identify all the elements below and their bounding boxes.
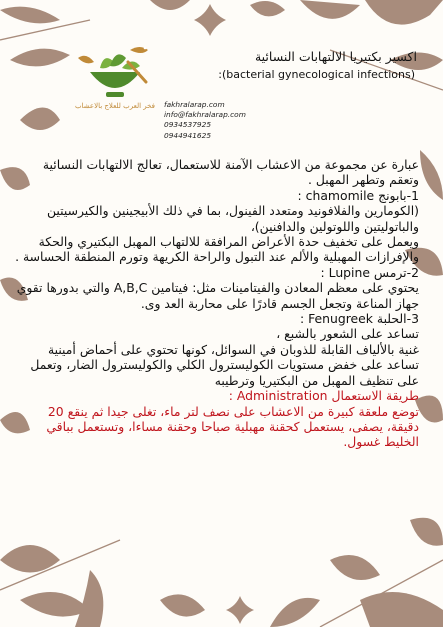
product-subtitle: :(bacterial gynecological infections) [218,68,415,81]
fenugreek-line-1: تساعد على الشعور بالشبع ، [276,326,419,342]
brand-name: فخر العرب للعلاج بالاعشاب [74,102,156,110]
intro-text: عبارة عن مجموعة من الاعشاب الآمنة للاستعمال، تعالج الالتهابات النسائية وتعقم وتطهر المهبل . [42,157,419,188]
administration-heading: طريقة الاستعمال Administration : [228,388,419,404]
product-title: اكسير بكتيريا الالتهابات النسائية [254,49,417,64]
contact-info [164,100,304,141]
phone-number-2[interactable]: 0944941625 [164,130,212,140]
website-link[interactable]: fakhralarap.com [164,100,225,109]
lupine-text: يحتوي على معظم المعادن والفيتامينات مثل: فيتامين A,B,C والتي بدورها تقوي جهاز المناعة وتجعل الجسم قادرًا على محاربة العد وى. [16,280,419,311]
fenugreek-heading: 3-الحلبة Fenugreek : [299,311,419,327]
chamomile-heading: 1-بابونج chamomile : [297,187,419,203]
fenugreek-line-2: غنية بالألياف القابلة للذوبان في السوائل، كونها تحتوي على أحماض أمينية [47,341,419,357]
lupine-heading: 2-ترمس Lupine : [320,264,419,280]
email-link[interactable]: info@fakhralarap.com [164,110,246,120]
chamomile-compounds: (الكومارين والفلافونيد ومتعدد الفينول، بما في ذلك الأبيجينين والكيرسيتين والباتوليتين واللوتولين والدافنين)، [46,203,419,234]
administration-text: توضع ملعقة كبيرة من الاعشاب على نصف لتر ماء، تغلى جيدا ثم ينقع 20 دقيقة، يصفى، يستعمل كحقنة مهبلية صباحا وحقنة مساءا، وتستعمل بباقي الخليط غسول. [46,403,419,450]
description-body [15,157,419,450]
fenugreek-line-3: تساعد على خفض مستويات الكوليسترول الكلي والكوليسترول الضار، وتعمل على تنظيف المهبل من البكتيريا وترطيبه [30,357,419,388]
phone-number-1[interactable]: 0934537925 [164,120,212,130]
chamomile-effect: ويعمل على تخفيف حدة الأعراض المرافقة للالتهاب المهبل البكتيري والحكة والإفرازات المهبلية والألم عند التبول والراحة الكريهة وتورم المنطقة الحساسة . [15,234,419,265]
